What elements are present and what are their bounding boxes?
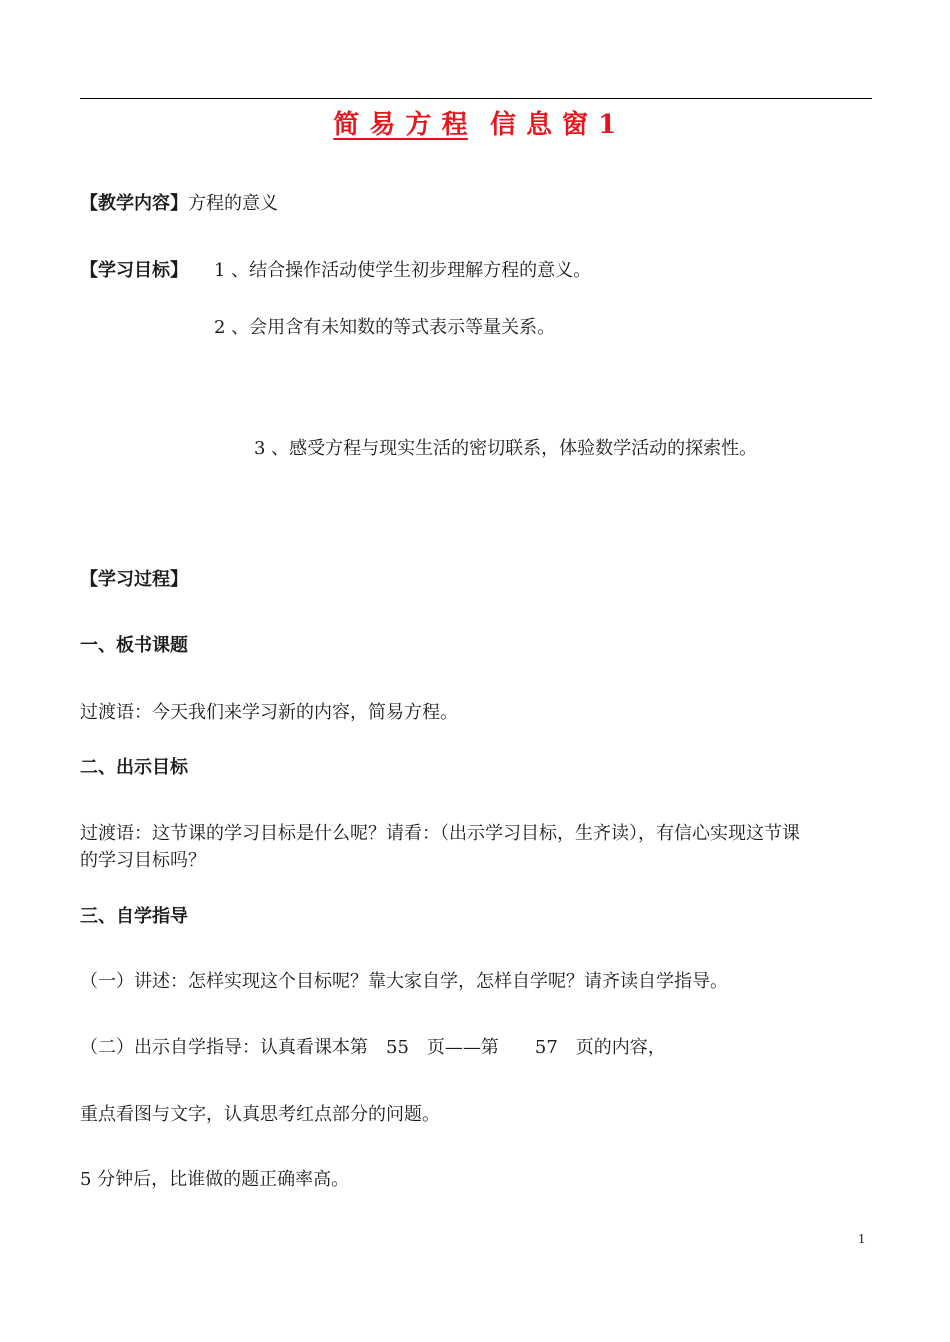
section-3-item-2: （二）出示自学指导：认真看课本第 55 页——第 57 页的内容， <box>80 1037 666 1058</box>
section-3-item-1: （一）讲述：怎样实现这个目标呢？靠大家自学，怎样自学呢？请齐读自学指导。 <box>80 971 728 992</box>
title-part-1: 简 易 方 程 <box>333 110 468 140</box>
teaching-content-text: 方程的意义 <box>188 193 278 214</box>
section-3-item-4: 5 分钟后，比谁做的题正确率高。 <box>80 1169 350 1190</box>
document-title <box>0 104 950 141</box>
teaching-content-label: 【教学内容】 <box>80 193 188 214</box>
objectives-label: 【学习目标】 <box>80 260 188 281</box>
section-3-item-3: 重点看图与文字，认真思考红点部分的问题。 <box>80 1104 440 1125</box>
section-1-text: 过渡语：今天我们来学习新的内容，简易方程。 <box>80 702 458 723</box>
section-2-text-line-2: 的学习目标吗？ <box>80 850 206 871</box>
section-2-heading: 二、出示目标 <box>80 757 188 778</box>
objective-2: 2 、会用含有未知数的等式表示等量关系。 <box>214 317 556 338</box>
objective-1: 1 、结合操作活动使学生初步理解方程的意义。 <box>214 260 592 281</box>
title-part-2: 信 息 窗 1 <box>489 110 617 140</box>
section-2-text-line-1: 过渡语：这节课的学习目标是什么呢？请看：（出示学习目标，生齐读），有信心实现这节课 <box>80 823 800 844</box>
header-rule <box>80 98 872 99</box>
teaching-content-line <box>80 190 278 218</box>
section-1-heading: 一、板书课题 <box>80 635 188 656</box>
objective-3: 3 、感受方程与现实生活的密切联系，体验数学活动的探索性。 <box>254 438 758 459</box>
process-label: 【学习过程】 <box>80 569 188 590</box>
page-number: 1 <box>858 1232 865 1247</box>
section-3-heading: 三、自学指导 <box>80 906 188 927</box>
